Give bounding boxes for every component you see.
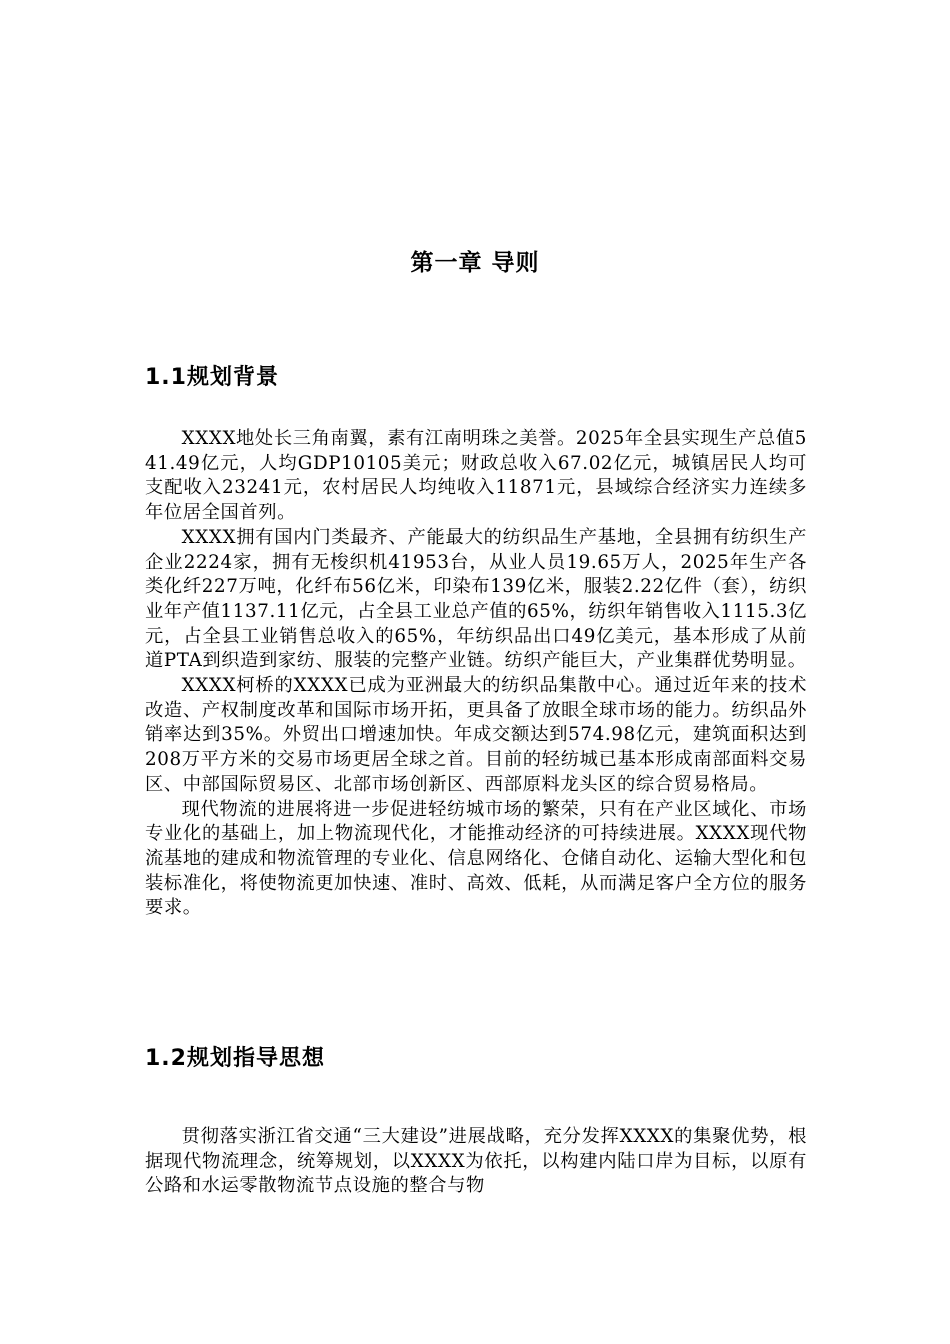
chapter-title: 第一章 导则 bbox=[410, 250, 540, 276]
section-title-1-1: 1.1规划背景 bbox=[145, 365, 279, 390]
section-body-1-2 bbox=[145, 1125, 807, 1199]
paragraph: XXXX地处长三角南翼，素有江南明珠之美誉。2025年全县实现生产总值541.49亿元，人均GDP10105美元；财政总收入67.02亿元，城镇居民人均可支配收入23241元，农村居民人均纯收入11871元，县域综合经济实力连续多年位居全国首列。 bbox=[145, 428, 808, 524]
paragraph: 现代物流的进展将进一步促进轻纺城市场的繁荣，只有在产业区域化、市场专业化的基础上，加上物流现代化，才能推动经济的可持续进展。XXXX现代物流基地的建成和物流管理的专业化、信息网络化、仓储自动化、运输大型化和包装标准化，将使物流更加快速、准时、高效、低耗，从而满足客户全方位的服务要求。 bbox=[145, 798, 807, 919]
section-body-1-1 bbox=[145, 427, 807, 921]
section-title-1-2: 1.2规划指导思想 bbox=[145, 1046, 325, 1071]
paragraph: XXXX拥有国内门类最齐、产能最大的纺织品生产基地，全县拥有纺织生产企业2224家，拥有无梭织机41953台，从业人员19.65万人，2025年生产各类化纤227万吨，化纤布56亿米，印染布139亿米，服装2.22亿件（套），纺织业年产值1137.11亿元，占全县工业总产值的65%，纺织年销售收入1115.3亿元，占全县工业销售总收入的65%，年纺织品出口49亿美元，基本形成了从前道PTA到织造到家纺、服装的完整产业链。纺织产能巨大，产业集群优势明显。 bbox=[145, 526, 807, 672]
paragraph: 贯彻落实浙江省交通“三大建设”进展战略，充分发挥XXXX的集聚优势，根据现代物流理念，统筹规划，以XXXX为依托，以构建内陆口岸为目标，以原有公路和水运零散物流节点设施的整合与物 bbox=[145, 1126, 807, 1197]
paragraph: XXXX柯桥的XXXX已成为亚洲最大的纺织品集散中心。通过近年来的技术改造、产权制度改革和国际市场开拓，更具备了放眼全球市场的能力。纺织品外销率达到35%。外贸出口增速加快。年成交额达到574.98亿元，建筑面积达到208万平方米的交易市场更居全球之首。目前的轻纺城已基本形成南部面料交易区、中部国际贸易区、北部市场创新区、西部原料龙头区的综合贸易格局。 bbox=[145, 675, 807, 795]
